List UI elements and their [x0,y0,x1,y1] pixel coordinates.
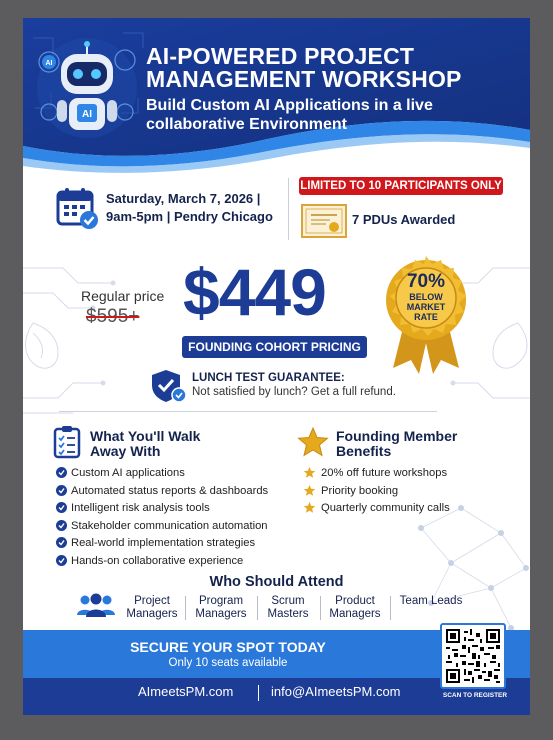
people-icon [75,593,117,617]
walk-away-title-line-2: Away With [90,443,161,459]
benefits-title-line-2: Benefits [336,443,392,459]
list-item [56,519,268,537]
star-icon [297,426,329,458]
list-item [56,484,268,502]
star-bullet-icon [303,466,316,479]
role-divider [185,596,186,620]
scan-to-register-label: SCAN TO REGISTER [442,692,508,699]
walk-away-title [90,429,240,459]
list-item [56,501,268,519]
event-date: Saturday, March 7, 2026 | [106,191,261,206]
limit-badge: LIMITED TO 10 PARTICIPANTS ONLY [299,177,503,195]
email-link[interactable]: info@AImeetsPM.com [271,684,401,699]
role-line-2: Managers [195,608,247,620]
cta-subtitle: Only 10 seats available [168,657,288,669]
role-line-2: Managers [329,608,381,620]
list-item [56,536,268,554]
workshop-flyer [23,18,530,715]
list-item-label: Quarterly community calls [321,502,450,514]
role-program-managers [191,595,251,621]
role-line-1: Product [335,595,375,607]
event-date-time [106,190,273,226]
seal-line-1: BELOW [409,292,443,302]
list-item [303,466,450,484]
robot-icon [31,32,143,144]
walk-away-title-line-1: What You'll Walk [90,428,201,444]
list-item-label: 20% off future workshops [321,467,448,479]
seal-line-2: MARKET [406,302,446,312]
benefits-title [336,429,496,459]
list-item-label: Priority booking [321,484,399,497]
list-item-label: Hands-on collaborative experience [71,554,244,567]
list-item [56,466,268,484]
clipboard-checklist-icon [53,425,83,459]
star-bullet-icon [303,484,316,497]
subtitle-line-2: collaborative Environment [146,116,347,133]
check-icon [56,502,67,513]
founding-cohort-badge: FOUNDING COHORT PRICING [182,336,367,358]
page-title [146,45,526,91]
regular-price-label: Regular price [81,288,165,304]
website-link[interactable]: AImeetsPM.com [138,684,234,699]
role-divider [390,596,391,620]
divider [288,178,289,240]
certificate-icon [300,202,348,240]
role-line-1: Scrum [271,595,305,607]
who-should-attend-title: Who Should Attend [209,574,344,590]
star-bullet-icon [303,501,316,514]
role-scrum-masters [261,595,315,621]
section-divider [59,411,437,412]
list-item-label: Real-world implementation strategies [71,537,256,549]
guarantee-text: Not satisfied by lunch? Get a full refund. [192,386,396,398]
role-line-2: Managers [126,608,178,620]
seal-percent: 70% [406,271,446,292]
check-icon [56,555,67,566]
contact-divider [258,685,259,701]
check-icon [56,520,67,531]
role-project-managers [124,595,180,621]
role-line-2: Masters [267,608,309,620]
list-item-label: Intelligent risk analysis tools [71,502,210,514]
cta-title: SECURE YOUR SPOT TODAY [130,639,326,655]
role-product-managers [324,595,386,621]
seal-text [383,272,469,322]
subtitle [146,96,526,134]
list-item-label: Automated status reports & dashboards [71,484,269,497]
title-line-2: MANAGEMENT WORKSHOP [146,66,462,92]
check-icon [56,467,67,478]
walk-away-list [56,466,268,571]
subtitle-line-1: Build Custom AI Applications in a live [146,97,433,114]
list-item [56,554,268,572]
calendar-icon [56,186,100,230]
role-divider [257,596,258,620]
check-icon [56,537,67,548]
header-banner [23,18,530,178]
shield-check-icon [150,368,188,404]
role-team-leads [395,595,467,608]
regular-price: $595+ [86,306,140,327]
check-icon [56,485,67,496]
qr-code[interactable] [440,623,506,689]
benefits-title-line-1: Founding Member [336,428,458,444]
guarantee-title: LUNCH TEST GUARANTEE: [192,372,345,384]
role-line-1: Team Leads [399,595,463,607]
role-line-1: Program [198,595,244,607]
list-item-label: Custom AI applications [71,467,185,479]
pdus-awarded: 7 PDUs Awarded [352,212,456,227]
role-divider [320,596,321,620]
qr-code-icon [446,629,500,683]
event-time-venue: 9am-5pm | Pendry Chicago [106,209,273,224]
list-item-label: Stakeholder communication automation [71,519,268,532]
workshop-price: $449 [183,255,326,329]
robot-chest-label: AI [82,109,92,120]
role-line-1: Project [134,595,170,607]
robot-ai-badge: AI [45,60,53,67]
title-line-1: AI-POWERED PROJECT [146,43,415,69]
seal-line-3: RATE [414,312,438,322]
